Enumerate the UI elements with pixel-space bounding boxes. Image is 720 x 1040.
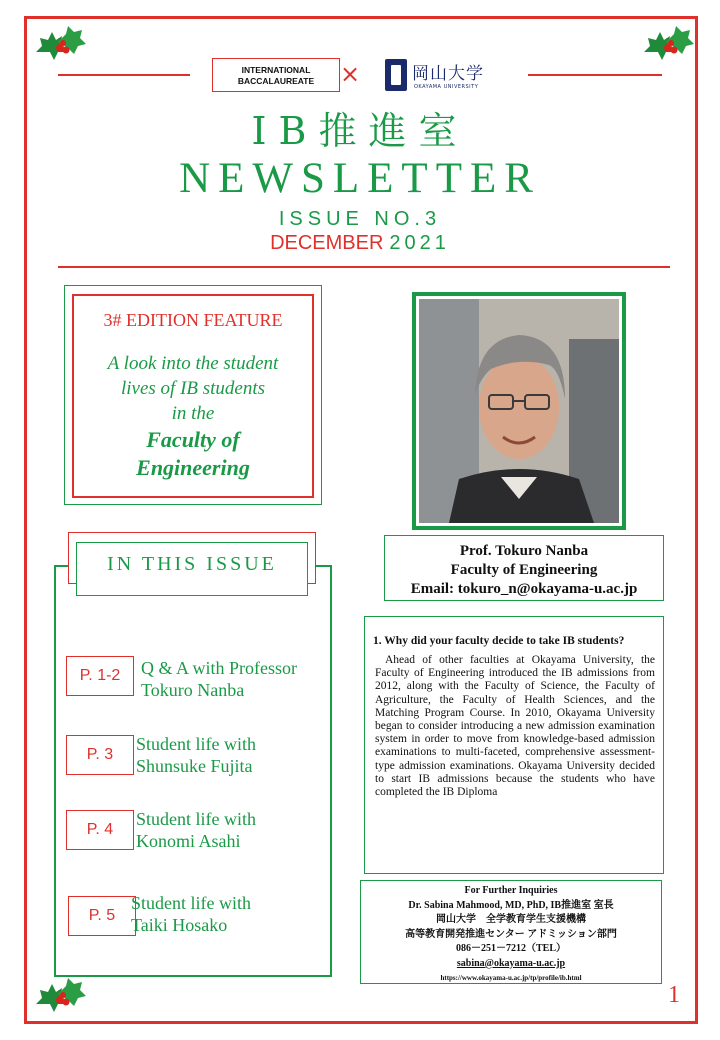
cross-icon: × <box>340 60 361 88</box>
feature-line: A look into the student <box>107 353 279 374</box>
professor-name: Prof. Tokuro Nanba <box>459 543 589 559</box>
professor-photo-frame <box>412 292 626 530</box>
professor-email: Email: tokuro_n@okayama-u.ac.jp <box>410 581 638 597</box>
okayama-logo-icon <box>384 58 408 92</box>
university-name: 岡山大学 <box>412 64 484 84</box>
feature-line: in the <box>171 403 215 424</box>
page-number: 1 <box>668 982 680 1008</box>
toc-item-line: Student life with <box>136 734 256 754</box>
holly-icon <box>32 22 88 66</box>
title-newsletter: NEWSLETTER <box>179 155 541 202</box>
feature-text <box>74 351 312 426</box>
header-line-right <box>528 74 662 76</box>
contact-department: 高等教育開発推進センター アドミッション部門 <box>405 928 617 940</box>
header-line-left <box>58 74 190 76</box>
qa-question: 1. Why did your faculty decide to take IB students? <box>373 635 625 647</box>
issue-number: ISSUE NO.3 <box>278 208 442 230</box>
toc-page-number[interactable]: P. 3 <box>66 735 134 775</box>
contact-heading: For Further Inquiries <box>464 885 558 896</box>
toc-item-title[interactable] <box>131 892 251 936</box>
holly-icon <box>32 974 88 1018</box>
feature-faculty-line: Faculty of <box>146 427 240 452</box>
contact-tel: 086－251－7212（TEL） <box>455 943 566 954</box>
toc-page-number[interactable]: P. 5 <box>68 896 136 936</box>
contact-email-link[interactable]: sabina@okayama-u.ac.jp <box>456 957 566 969</box>
professor-info <box>384 535 664 601</box>
toc-item-title[interactable] <box>141 657 297 701</box>
toc-item-line: Tokuro Nanba <box>141 680 245 700</box>
toc-page-number[interactable]: P. 1-2 <box>66 656 134 696</box>
ib-logo <box>212 58 340 92</box>
feature-label: 3# EDITION FEATURE <box>103 310 283 330</box>
ib-logo-line2: BACCALAUREATE <box>237 76 315 86</box>
toc-item-title[interactable] <box>136 733 256 777</box>
holly-icon <box>640 22 696 66</box>
issue-date <box>0 232 720 255</box>
toc-item-line: Student life with <box>136 809 256 829</box>
issue-month: DECEMBER <box>270 232 384 254</box>
toc-item-line: Student life with <box>131 893 251 913</box>
toc-page-number[interactable]: P. 4 <box>66 810 134 850</box>
toc-item-line: Q & A with Professor <box>141 658 298 678</box>
contact-url-link[interactable]: https://www.okayama-u.ac.jp/tp/profile/ib.html <box>440 974 582 982</box>
ib-logo-line1: INTERNATIONAL <box>241 65 311 75</box>
qa-section <box>364 616 664 874</box>
issue-year: 2021 <box>389 232 450 254</box>
university-sub: OKAYAMA UNIVERSITY <box>414 84 479 90</box>
contact-org: 岡山大学 全学教育学生支援機構 <box>436 914 586 925</box>
professor-faculty: Faculty of Engineering <box>450 562 598 578</box>
toc-heading: IN THIS ISSUE <box>76 542 308 596</box>
toc-item-line: Taiki Hosako <box>131 915 228 935</box>
toc-item-line: Konomi Asahi <box>136 831 241 851</box>
feature-faculty <box>74 426 312 482</box>
contact-box <box>360 880 662 984</box>
professor-photo <box>419 299 619 523</box>
feature-line: lives of IB students <box>120 378 266 399</box>
feature-faculty-line: Engineering <box>136 455 250 480</box>
title-divider <box>58 266 670 268</box>
toc-item-title[interactable] <box>136 808 256 852</box>
toc-item-line: Shunsuke Fujita <box>136 756 253 776</box>
title-jp: IB推進室 <box>251 109 469 153</box>
portrait-illustration <box>419 299 619 523</box>
feature-box <box>72 294 314 498</box>
qa-answer: Ahead of other faculties at Okayama University, the Faculty of Engineering introduced the IB admissions from 2012, along with the Faculty of Science, the Faculty of Agriculture, the Faculty of Health Sciences, and the Matching Program Course. In 2010, Okayama University began to consider introducing a new admission examination system in order to move from knowledge-based admission examinations to multi-faceted, comprehensive assessment-type admission examinations. Okayama University decided to start IB admissions because the students who have completed the IB Diploma <box>375 654 655 799</box>
contact-person: Dr. Sabina Mahmood, MD, PhD, IB推進室 室長 <box>408 899 614 911</box>
